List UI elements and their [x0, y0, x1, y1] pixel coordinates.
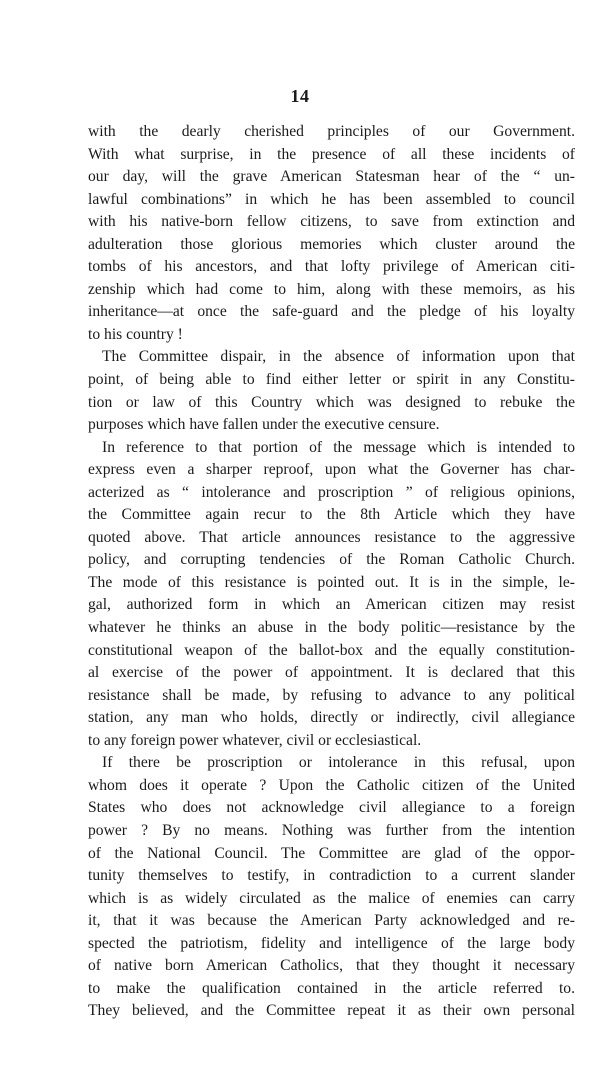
text-line: gal, authorized form in which an American citizen may resist	[88, 596, 575, 614]
text-line: lawful combinations” in which he has been assembled to council	[88, 190, 575, 208]
text-line: power ? By no means. Nothing was further from the intention	[88, 821, 575, 839]
text-line: spected the patriotism, fidelity and intelligence of the large body	[88, 934, 575, 952]
text-line: purposes which have fallen under the executive censure.	[88, 416, 440, 434]
text-line: tion or law of this Country which was designed to rebuke the	[88, 393, 575, 411]
text-line: with his native-born fellow citizens, to save from extinction and	[88, 213, 575, 231]
text-line: the Committee again recur to the 8th Article which they have	[88, 506, 575, 524]
text-line: The Committee dispair, in the absence of information upon that	[102, 348, 575, 366]
text-line: constitutional weapon of the ballot-box and the equally constitution-	[88, 641, 575, 659]
text-line: with the dearly cherished principles of our Government.	[88, 123, 575, 140]
text-line: States who does not acknowledge civil allegiance to a foreign	[88, 799, 575, 817]
text-line: our day, will the grave American Statesman hear of the “ un-	[88, 168, 575, 186]
text-line: policy, and corrupting tendencies of the Roman Catholic Church.	[88, 551, 575, 569]
text-line: In reference to that portion of the message which is intended to	[102, 438, 575, 456]
text-line: whatever he thinks an abuse in the body politic—resistance by the	[88, 619, 575, 637]
text-line: The mode of this resistance is pointed out. It is in the simple, le-	[88, 573, 575, 591]
text-line: whom does it operate ? Upon the Catholic citizen of the United	[88, 776, 575, 794]
text-line: adulteration those glorious memories which cluster around the	[88, 235, 575, 253]
page-number: 14	[290, 86, 310, 106]
body-text	[88, 121, 575, 1023]
text-line: to any foreign power whatever, civil or ecclesiastical.	[88, 731, 422, 749]
text-line: of native born American Catholics, that they thought it necessary	[88, 957, 575, 975]
text-line: zenship which had come to him, along with these memoirs, as his	[88, 280, 575, 298]
text-line: to his country !	[88, 325, 183, 343]
text-line: al exercise of the power of appointment. It is declared that this	[88, 664, 575, 682]
text-line: tunity themselves to testify, in contradiction to a current slander	[88, 867, 575, 885]
text-line: which is as widely circulated as the malice of enemies can carry	[88, 889, 575, 907]
text-line: it, that it was because the American Party acknowledged and re-	[88, 912, 575, 930]
text-line: quoted above. That article announces resistance to the aggressive	[88, 528, 575, 546]
text-line: inheritance—at once the safe-guard and the pledge of his loyalty	[88, 303, 575, 321]
text-line: With what surprise, in the presence of all these incidents of	[88, 145, 575, 163]
text-line: tombs of his ancestors, and that lofty privilege of American citi-	[88, 258, 575, 276]
text-line: resistance shall be made, by refusing to advance to any political	[88, 686, 575, 704]
text-line: express even a sharper reproof, upon what the Governer has char-	[88, 461, 575, 479]
text-line: to make the qualification contained in the article referred to.	[88, 979, 575, 997]
text-line: station, any man who holds, directly or indirectly, civil allegiance	[88, 709, 575, 727]
text-line: acterized as “ intolerance and proscription ” of religious opinions,	[88, 483, 575, 501]
text-line: point, of being able to find either letter or spirit in any Constitu-	[88, 371, 575, 389]
text-line: of the National Council. The Committee are glad of the oppor-	[88, 844, 575, 862]
text-line: They believed, and the Committee repeat it as their own personal	[88, 1002, 575, 1020]
text-line: If there be proscription or intolerance in this refusal, upon	[102, 754, 575, 772]
